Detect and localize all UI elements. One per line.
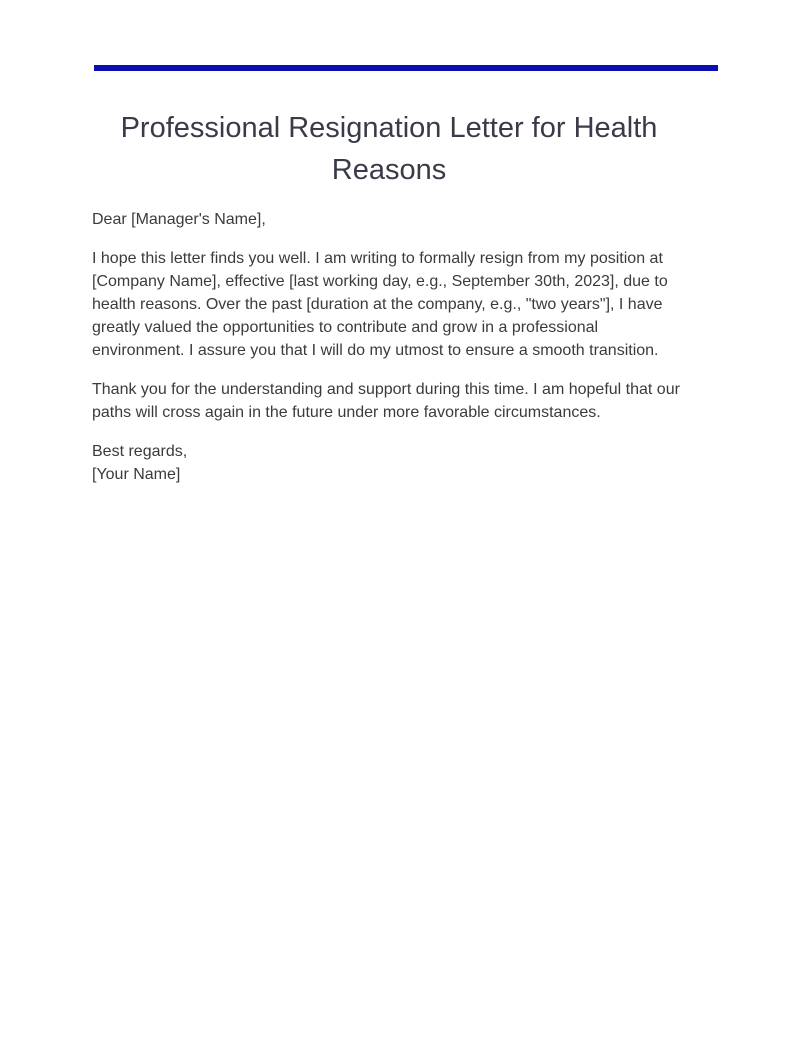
signature: [Your Name] bbox=[92, 466, 181, 483]
letter-body bbox=[92, 208, 692, 502]
closing: Best regards, bbox=[92, 443, 188, 460]
closing-block bbox=[92, 440, 692, 486]
page-title: Professional Resignation Letter for Health Reasons bbox=[120, 112, 658, 186]
salutation: Dear [Manager's Name], bbox=[92, 211, 266, 228]
paragraph-thanks: Thank you for the understanding and support during this time. I am hopeful that our paths will cross again in the future under more favorable circumstances. bbox=[92, 381, 680, 421]
header-accent-bar bbox=[94, 65, 718, 71]
paragraph-intro: I hope this letter finds you well. I am writing to formally resign from my position at [Company Name], effective [last working day, e.g., September 30th, 2023], due to health reasons. Over the past [duration at the company, e.g., "two years"], I have greatly valued the opportunities to contribute and grow in a professional environment. I assure you that I will do my utmost to ensure a smooth transition. bbox=[92, 250, 668, 359]
